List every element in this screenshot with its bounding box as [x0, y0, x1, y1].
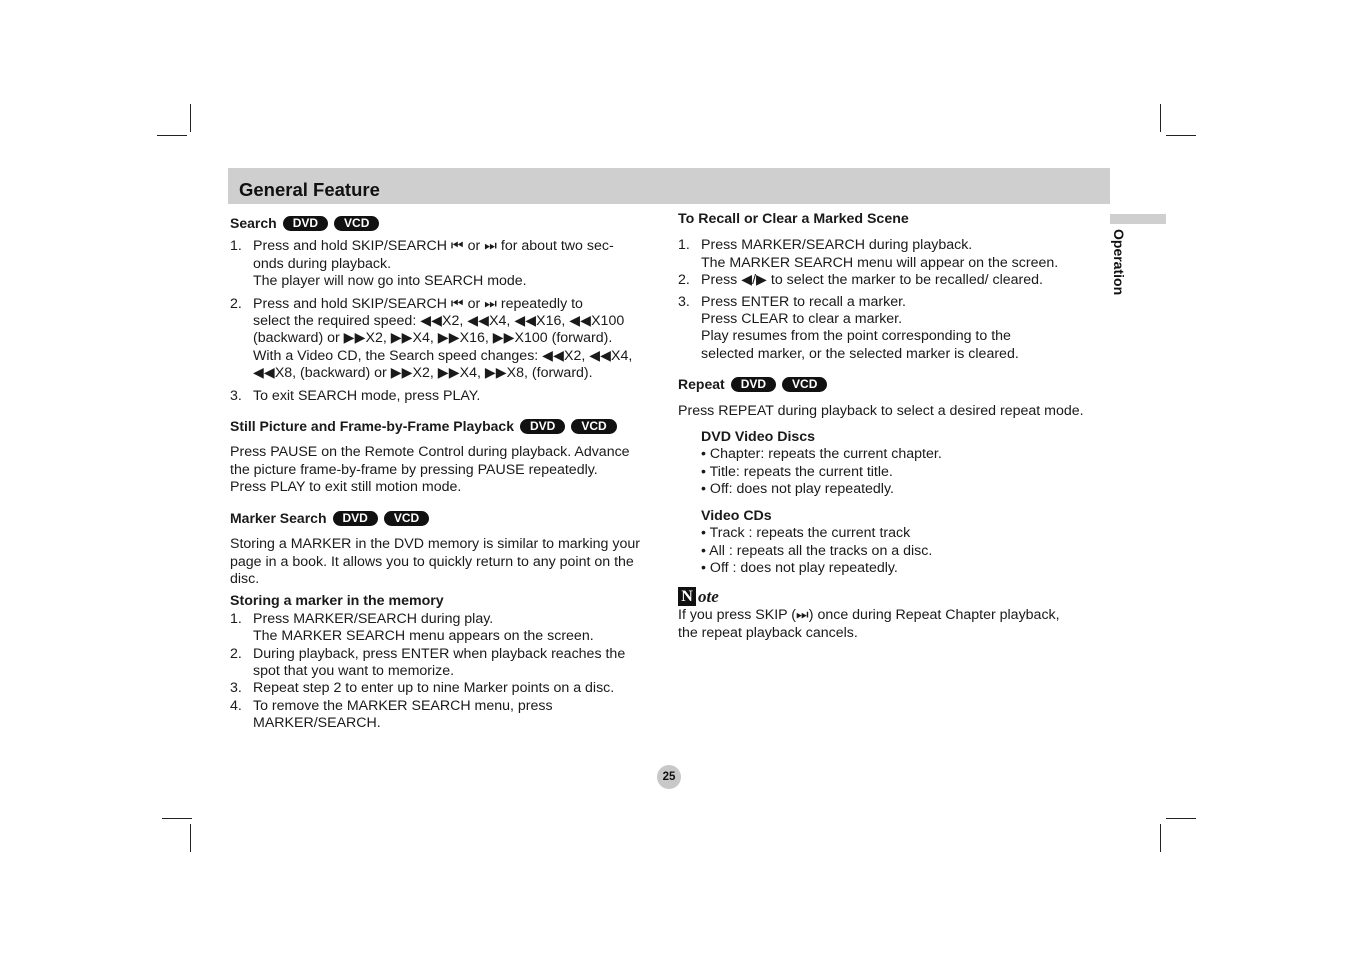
- list-item: 1. Press and hold SKIP/SEARCH ⏮ or ⏭ for about two sec- onds during playback. The player will now go into SEARCH mode.: [230, 238, 614, 290]
- note-heading-text: ote: [698, 586, 719, 606]
- list-item: 3. To exit SEARCH mode, press PLAY.: [230, 387, 481, 404]
- recall-steps: [678, 237, 1108, 363]
- list-item: 3. Repeat step 2 to enter up to nine Marker points on a disc.: [230, 680, 615, 697]
- crop-mark: [1160, 104, 1161, 132]
- repeat-title: Repeat: [678, 376, 725, 393]
- crop-mark: [190, 104, 191, 132]
- crop-mark: [157, 135, 187, 136]
- still-title: Still Picture and Frame-by-Frame Playback: [230, 418, 514, 435]
- crop-mark: [190, 824, 191, 852]
- dvd-badge: DVD: [731, 377, 776, 392]
- repeat-intro: Press REPEAT during playback to select a desired repeat mode.: [678, 402, 1084, 419]
- repeat-dvd-block: [678, 429, 1108, 577]
- list-item: 4. To remove the MARKER SEARCH menu, press MARKER/SEARCH.: [230, 697, 553, 732]
- marker-subheading: Storing a marker in the memory: [230, 593, 444, 610]
- vcd-badge: VCD: [384, 511, 429, 526]
- note-icon: N: [678, 587, 696, 606]
- dvd-badge: DVD: [283, 216, 328, 231]
- search-steps: [230, 238, 660, 405]
- still-paragraph: Press PAUSE on the Remote Control during playback. Advance the picture frame-by-frame by pressing PAUSE repeatedly. Press PLAY to exit still motion mode.: [230, 444, 630, 496]
- section-header-bar: [228, 168, 1110, 204]
- note-heading: [678, 585, 1108, 607]
- vcd-badge: VCD: [782, 377, 827, 392]
- right-column: [678, 211, 1108, 642]
- dvd-discs-list: [701, 446, 1108, 498]
- list-item: 1. Press MARKER/SEARCH during playback. The MARKER SEARCH menu will appear on the screen.: [678, 237, 1059, 271]
- list-item: • Track : repeats the current track: [701, 525, 911, 542]
- marker-steps: [230, 611, 660, 733]
- dvd-badge: DVD: [333, 511, 378, 526]
- crop-mark: [162, 818, 192, 819]
- repeat-heading: [678, 376, 1108, 393]
- crop-mark: [1160, 824, 1161, 852]
- list-item: 2. Press ◀/▶ to select the marker to be recalled/ cleared.: [678, 272, 1043, 289]
- recall-heading: To Recall or Clear a Marked Scene: [678, 211, 909, 227]
- search-heading: [230, 215, 660, 232]
- page-title: General Feature: [239, 179, 380, 200]
- marker-title: Marker Search: [230, 509, 327, 526]
- page-number: 25: [657, 765, 681, 789]
- vcd-badge: VCD: [571, 419, 616, 434]
- list-item: • Off: does not play repeatedly.: [701, 481, 894, 498]
- list-item: • Title: repeats the current title.: [701, 463, 893, 480]
- dvd-discs-heading: DVD Video Discs: [701, 429, 816, 446]
- crop-mark: [1166, 818, 1196, 819]
- list-item: 1. Press MARKER/SEARCH during play. The MARKER SEARCH menu appears on the screen.: [230, 610, 594, 645]
- note-paragraph: If you press SKIP (⏭) once during Repeat Chapter playback, the repeat playback cancels.: [678, 607, 1060, 641]
- search-title: Search: [230, 215, 277, 231]
- list-item: 2. Press and hold SKIP/SEARCH ⏮ or ⏭ repeatedly to select the required speed: ◀◀X2, ◀◀X4, ◀◀X16, ◀◀X100 (backward) or ▶▶X2, ▶▶X4, ▶▶X16, ▶▶X100 (forward). With a Video CD, the Search speed changes: ◀◀X2, ◀◀X4, ◀◀X8, (backward) or ▶▶X2, ▶▶X4, ▶▶X8, (forward).: [230, 295, 633, 382]
- marker-heading: [230, 510, 660, 527]
- side-tab-label: Operation: [1111, 229, 1127, 296]
- list-item: 3. Press ENTER to recall a marker. Press CLEAR to clear a marker. Play resumes from the point corresponding to the selected marker, or the selected marker is cleared.: [678, 293, 1019, 362]
- side-tab-bar: [1110, 214, 1166, 224]
- dvd-badge: DVD: [520, 419, 565, 434]
- left-column: [230, 215, 660, 733]
- list-item: 2. During playback, press ENTER when playback reaches the spot that you want to memorize.: [230, 645, 626, 679]
- list-item: • All : repeats all the tracks on a disc.: [701, 542, 933, 559]
- crop-mark: [1166, 135, 1196, 136]
- list-item: • Off : does not play repeatedly.: [701, 559, 898, 576]
- list-item: • Chapter: repeats the current chapter.: [701, 446, 942, 463]
- video-cds-heading: Video CDs: [701, 507, 772, 524]
- still-heading: [230, 418, 660, 435]
- vcd-badge: VCD: [334, 216, 379, 231]
- marker-paragraph: Storing a MARKER in the DVD memory is similar to marking your page in a book. It allows you to quickly return to any point on the disc.: [230, 536, 640, 587]
- video-cds-list: [701, 525, 1108, 577]
